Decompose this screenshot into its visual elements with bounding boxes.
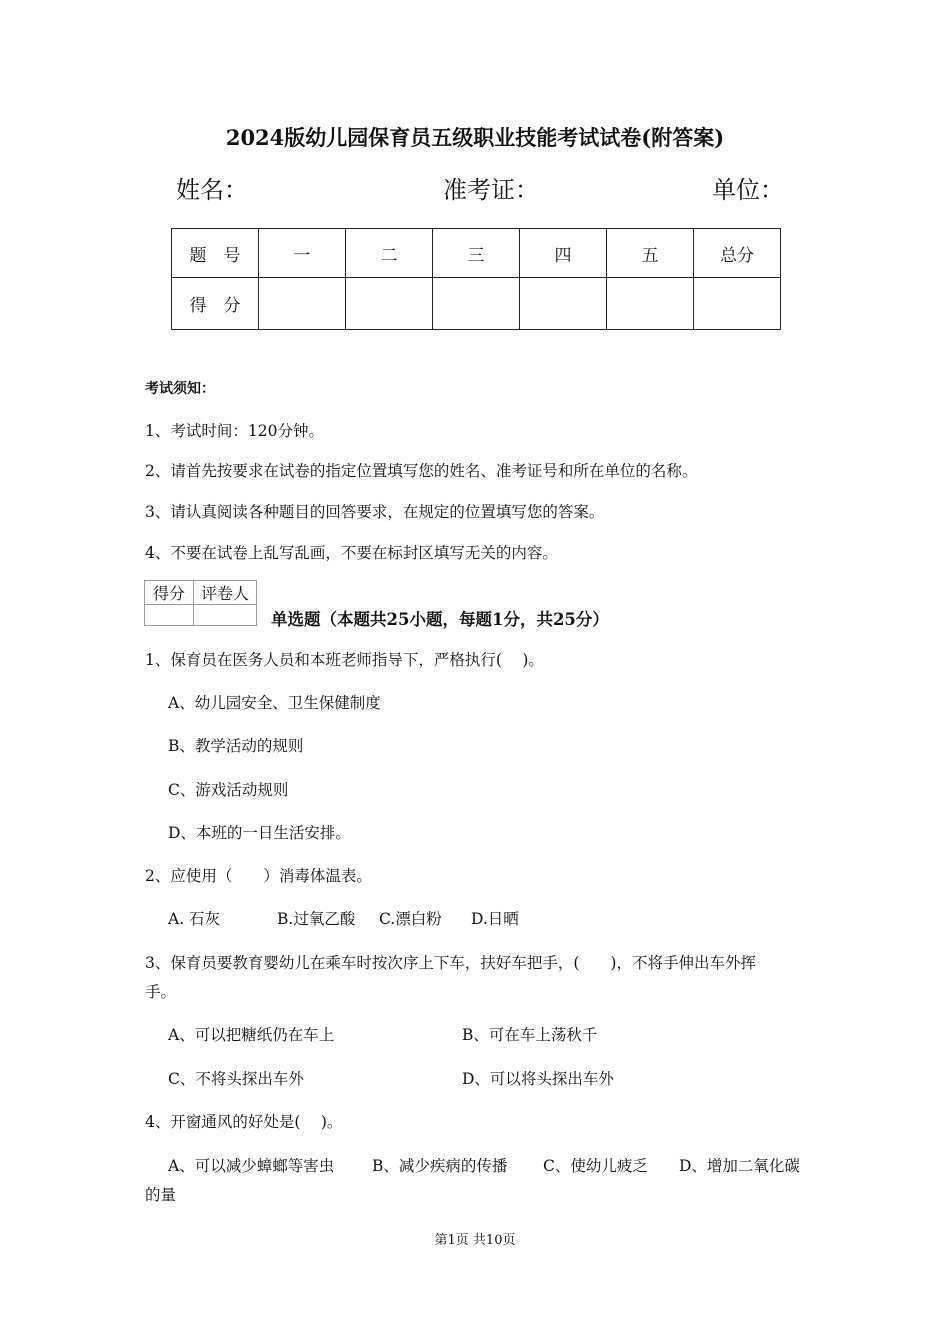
option: B、可在车上荡秋千 xyxy=(462,1026,598,1044)
option: A、可以减少蟑螂等害虫 xyxy=(168,1157,335,1175)
exam-id-label: 准考证： xyxy=(443,176,539,204)
option: C.漂白粉 xyxy=(379,910,442,928)
option: B.过氧乙酸 xyxy=(277,910,356,928)
option-continued: 的量 xyxy=(145,1186,177,1204)
option: B、教学活动的规则 xyxy=(168,737,304,755)
page-footer: 第1页 共10页 xyxy=(434,1233,516,1248)
grader-name-cell[interactable] xyxy=(194,605,257,626)
name-label: 姓名： xyxy=(176,176,248,204)
question-stem-continued: 手。 xyxy=(145,983,177,1001)
notice-item: 2、请首先按要求在试卷的指定位置填写您的姓名、准考证号和所在单位的名称。 xyxy=(145,462,698,480)
question-stem: 1、保育员在医务人员和本班老师指导下，严格执行( )。 xyxy=(145,651,544,669)
option: D、增加二氧化碳 xyxy=(679,1157,800,1175)
option: A、幼儿园安全、卫生保健制度 xyxy=(168,694,381,712)
grader-score-cell[interactable] xyxy=(145,605,194,626)
section-title: 单选题（本题共25小题，每题1分，共25分） xyxy=(271,610,609,629)
notice-item: 4、不要在试卷上乱写乱画，不要在标封区填写无关的内容。 xyxy=(145,544,558,562)
option: C、游戏活动规则 xyxy=(168,781,289,799)
option: A. 石灰 xyxy=(168,910,221,928)
question-stem: 2、应使用（ ）消毒体温表。 xyxy=(145,867,372,885)
option: B、减少疾病的传播 xyxy=(372,1157,508,1175)
option: C、不将头探出车外 xyxy=(168,1070,304,1088)
option: C、使幼儿疲乏 xyxy=(543,1157,648,1175)
header-cell: 四 xyxy=(520,229,607,278)
notice-item: 3、请认真阅读各种题目的回答要求，在规定的位置填写您的答案。 xyxy=(145,503,605,521)
notice-item: 1、考试时间：120分钟。 xyxy=(145,422,324,440)
header-cell: 总分 xyxy=(694,229,781,278)
header-cell: 三 xyxy=(433,229,520,278)
header-cell: 二 xyxy=(346,229,433,278)
option: D、可以将头探出车外 xyxy=(462,1070,614,1088)
score-table xyxy=(171,228,781,330)
unit-label: 单位： xyxy=(712,176,784,204)
score-cell[interactable] xyxy=(520,278,607,330)
score-cell[interactable] xyxy=(346,278,433,330)
grader-name-label: 评卷人 xyxy=(194,581,257,605)
header-cell: 一 xyxy=(259,229,346,278)
score-cell[interactable] xyxy=(607,278,694,330)
notice-heading: 考试须知： xyxy=(145,381,215,397)
option: A、可以把糖纸仍在车上 xyxy=(168,1026,335,1044)
grader-score-label: 得分 xyxy=(145,581,194,605)
row-label-cell: 得 分 xyxy=(172,278,259,330)
score-cell[interactable] xyxy=(259,278,346,330)
header-cell: 题 号 xyxy=(172,229,259,278)
header-cell: 五 xyxy=(607,229,694,278)
question-stem: 4、开窗通风的好处是( )。 xyxy=(145,1113,343,1131)
page-title: 2024版幼儿园保育员五级职业技能考试试卷(附答案) xyxy=(225,125,725,150)
option: D、本班的一日生活安排。 xyxy=(168,824,351,842)
option: D.日晒 xyxy=(471,910,519,928)
grader-box xyxy=(144,580,257,626)
question-stem: 3、保育员要教育婴幼儿在乘车时按次序上下车，扶好车把手，( )，不将手伸出车外挥 xyxy=(145,954,756,972)
score-cell[interactable] xyxy=(694,278,781,330)
score-table-header-row xyxy=(172,229,781,278)
score-table-score-row xyxy=(172,278,781,330)
score-cell[interactable] xyxy=(433,278,520,330)
